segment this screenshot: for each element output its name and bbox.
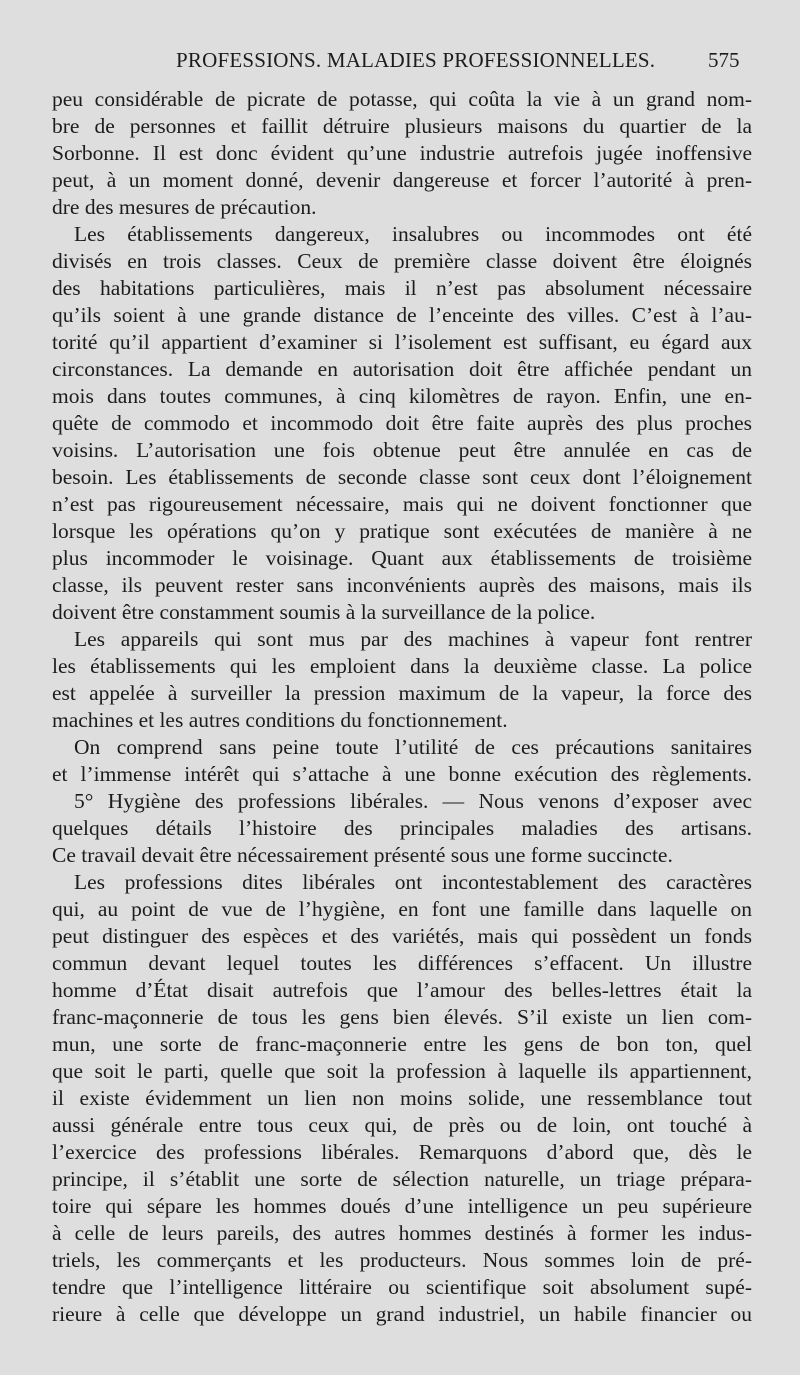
text-line: Les professions dites libérales ont incontestablement des caractères (74, 870, 752, 894)
text-line: machines et les autres conditions du fonctionnement. (52, 708, 508, 732)
text-line: mois dans toutes communes, à cinq kilomètres de rayon. Enfin, une en- (52, 384, 752, 408)
text-line: lorsque les opérations qu’on y pratique sont exécutées de manière à ne (52, 519, 752, 543)
text-line: rieure à celle que développe un grand industriel, un habile financier ou (52, 1302, 752, 1326)
page-number: 575 (708, 48, 740, 72)
text-line: qui, au point de vue de l’hygiène, en font une famille dans laquelle on (52, 897, 752, 921)
text-line: tendre que l’intelligence littéraire ou scientifique soit absolument supé- (52, 1275, 752, 1299)
text-line: quête de commodo et incommodo doit être faite auprès des plus proches (52, 411, 752, 435)
text-line: franc-maçonnerie de tous les gens bien élevés. S’il existe un lien com- (52, 1005, 752, 1029)
text-line: voisins. L’autorisation une fois obtenue peut être annulée en cas de (52, 438, 752, 462)
text-line: principe, il s’établit une sorte de sélection naturelle, un triage prépara- (52, 1167, 752, 1191)
text-line: circonstances. La demande en autorisation doit être affichée pendant un (52, 357, 752, 381)
text-line: Les appareils qui sont mus par des machines à vapeur font rentrer (74, 627, 752, 651)
text-line: divisés en trois classes. Ceux de première classe doivent être éloignés (52, 249, 752, 273)
text-line: quelques détails l’histoire des principales maladies des artisans. (52, 816, 752, 840)
text-line: Sorbonne. Il est donc évident qu’une industrie autrefois jugée inoffensive (52, 141, 752, 165)
text-line: à celle de leurs pareils, des autres hommes destinés à former les indus- (52, 1221, 752, 1245)
text-line: et l’immense intérêt qui s’attache à une bonne exécution des règlements. (52, 762, 752, 786)
running-title: PROFESSIONS. MALADIES PROFESSIONNELLES. (176, 48, 656, 72)
text-line: 5° Hygiène des professions libérales. — Nous venons d’exposer avec (74, 789, 752, 813)
text-line: n’est pas rigoureusement nécessaire, mais qui ne doivent fonctionner que (52, 492, 752, 516)
text-line: bre de personnes et faillit détruire plusieurs maisons du quartier de la (52, 114, 752, 138)
text-line: il existe évidemment un lien non moins solide, une ressemblance tout (52, 1086, 752, 1110)
text-line: homme d’État disait autrefois que l’amour des belles-lettres était la (52, 978, 752, 1002)
text-line: des habitations particulières, mais il n’est pas absolument nécessaire (52, 276, 752, 300)
text-line: Ce travail devait être nécessairement présenté sous une forme succincte. (52, 843, 673, 867)
running-header (0, 48, 800, 78)
text-line: peut, à un moment donné, devenir dangereuse et forcer l’autorité à pren- (52, 168, 752, 192)
text-line: besoin. Les établissements de seconde classe sont ceux dont l’éloignement (52, 465, 752, 489)
text-line: doivent être constamment soumis à la surveillance de la police. (52, 600, 596, 624)
text-line: Les établissements dangereux, insalubres ou incommodes ont été (74, 222, 752, 246)
text-line: triels, les commerçants et les producteurs. Nous sommes loin de pré- (52, 1248, 752, 1272)
text-line: commun devant lequel toutes les différences s’effacent. Un illustre (52, 951, 752, 975)
text-line: dre des mesures de précaution. (52, 195, 317, 219)
text-line: que soit le parti, quelle que soit la profession à laquelle ils appartiennent, (52, 1059, 752, 1083)
text-line: les établissements qui les emploient dans la deuxième classe. La police (52, 654, 752, 678)
text-line: peu considérable de picrate de potasse, qui coûta la vie à un grand nom- (52, 87, 752, 111)
text-line: aussi générale entre tous ceux qui, de près ou de loin, ont touché à (52, 1113, 752, 1137)
text-line: peut distinguer des espèces et des variétés, mais qui possèdent un fonds (52, 924, 752, 948)
text-line: l’exercice des professions libérales. Remarquons d’abord que, dès le (52, 1140, 752, 1164)
text-line: On comprend sans peine toute l’utilité de ces précautions sanitaires (74, 735, 752, 759)
body-text (52, 86, 752, 1328)
text-line: toire qui sépare les hommes doués d’une intelligence un peu supérieure (52, 1194, 752, 1218)
text-line: classe, ils peuvent rester sans inconvénients auprès des maisons, mais ils (52, 573, 752, 597)
text-line: est appelée à surveiller la pression maximum de la vapeur, la force des (52, 681, 752, 705)
text-line: plus incommoder le voisinage. Quant aux établissements de troisième (52, 546, 752, 570)
text-line: mun, une sorte de franc-maçonnerie entre les gens de bon ton, quel (52, 1032, 752, 1056)
text-line: qu’ils soient à une grande distance de l’enceinte des villes. C’est à l’au- (52, 303, 752, 327)
text-line: torité qu’il appartient d’examiner si l’isolement est suffisant, eu égard aux (52, 330, 752, 354)
